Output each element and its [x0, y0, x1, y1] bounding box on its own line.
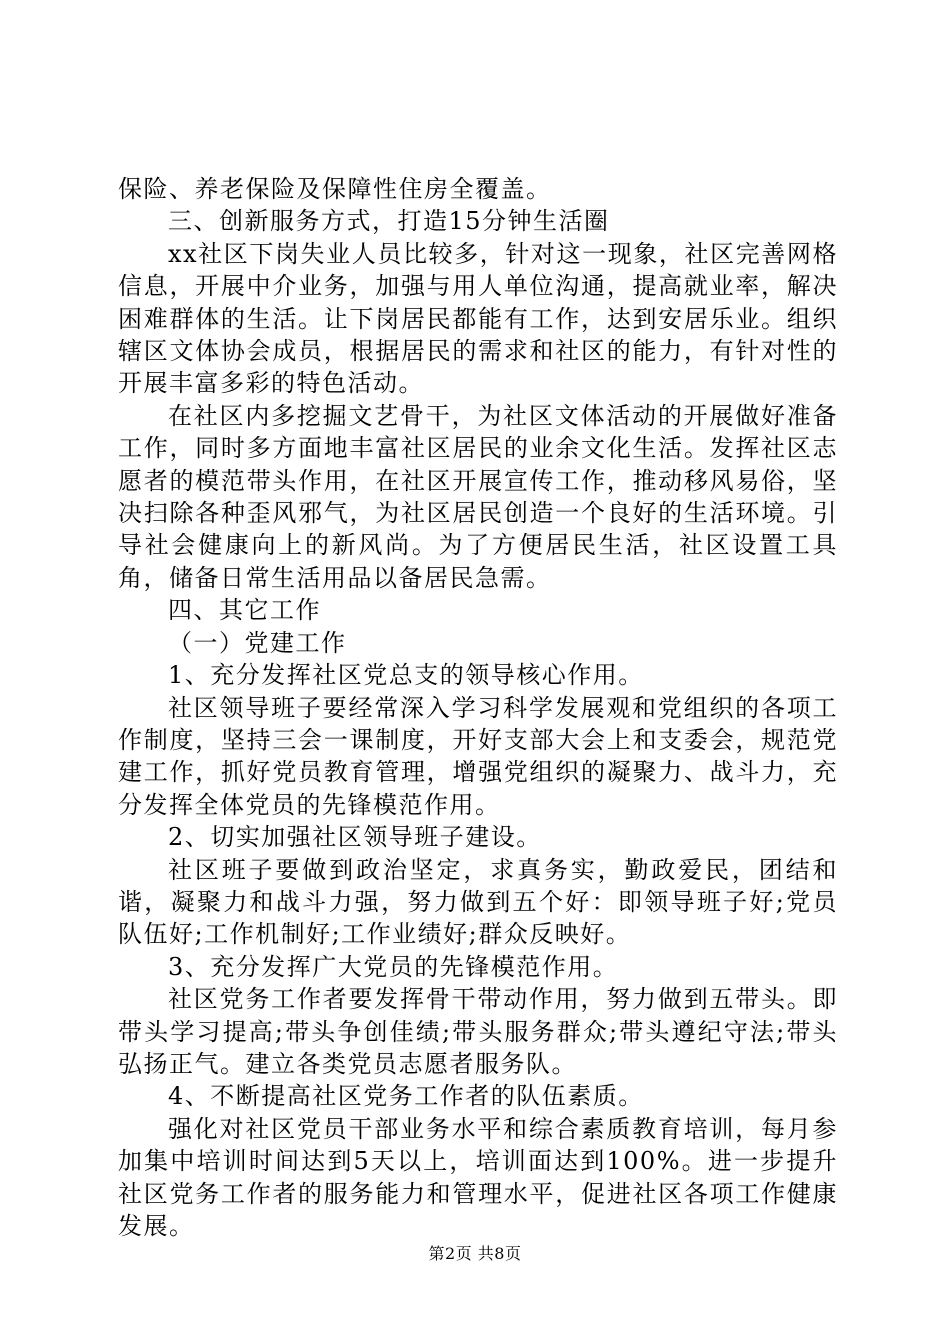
paragraph: 强化对社区党员干部业务水平和综合素质教育培训，每月参加集中培训时间达到5天以上，培训面达到100%。进一步提升社区党务工作者的服务能力和管理水平，促进社区各项工作健康发展。 [118, 1114, 838, 1240]
item-heading: 1、充分发挥社区党总支的领导核心作用。 [168, 661, 644, 690]
paragraph: 社区党务工作者要发挥骨干带动作用，努力做到五带头。即带头学习提高;带头争创佳绩;带头服务群众;带头遵纪守法;带头弘扬正气。建立各类党员志愿者服务队。 [118, 985, 838, 1078]
subsection-heading: （一）党建工作 [168, 628, 347, 657]
item-heading: 3、充分发挥广大党员的先锋模范作用。 [168, 952, 619, 981]
paragraph: 社区领导班子要经常深入学习科学发展观和党组织的各项工作制度，坚持三会一课制度，开好支部大会上和支委会，规范党建工作，抓好党员教育管理，增强党组织的凝聚力、战斗力，充分发挥全体党员的先锋模范作用。 [118, 693, 838, 819]
section-heading: 三、创新服务方式，打造15分钟生活圈 [168, 207, 610, 236]
paragraph: 社区班子要做到政治坚定，求真务实，勤政爱民，团结和谐，凝聚力和战斗力强，努力做到五个好：即领导班子好;党员队伍好;工作机制好;工作业绩好;群众反映好。 [118, 855, 838, 949]
paragraph: 保险、养老保险及保障性住房全覆盖。 [118, 175, 552, 203]
document-body [118, 173, 838, 1242]
item-heading: 4、不断提高社区党务工作者的队伍素质。 [168, 1082, 644, 1111]
page-number: 第2页 共8页 [428, 1244, 522, 1263]
paragraph: xx社区下岗失业人员比较多，针对这一现象，社区完善网格信息，开展中介业务，加强与用人单位沟通，提高就业率，解决困难群体的生活。让下岗居民都能有工作，达到安居乐业。组织辖区文体协会成员，根据居民的需求和社区的能力，有针对性的开展丰富多彩的特色活动。 [118, 239, 838, 398]
section-heading: 四、其它工作 [168, 596, 321, 625]
paragraph: 在社区内多挖掘文艺骨干，为社区文体活动的开展做好准备工作，同时多方面地丰富社区居民的业余文化生活。发挥社区志愿者的模范带头作用，在社区开展宣传工作，推动移风易俗，坚决扫除各种歪风邪气，为社区居民创造一个良好的生活环境。引导社会健康向上的新风尚。为了方便居民生活，社区设置工具角，储备日常生活用品以备居民急需。 [118, 401, 838, 592]
page-footer [0, 1244, 950, 1264]
item-heading: 2、切实加强社区领导班子建设。 [168, 823, 542, 852]
